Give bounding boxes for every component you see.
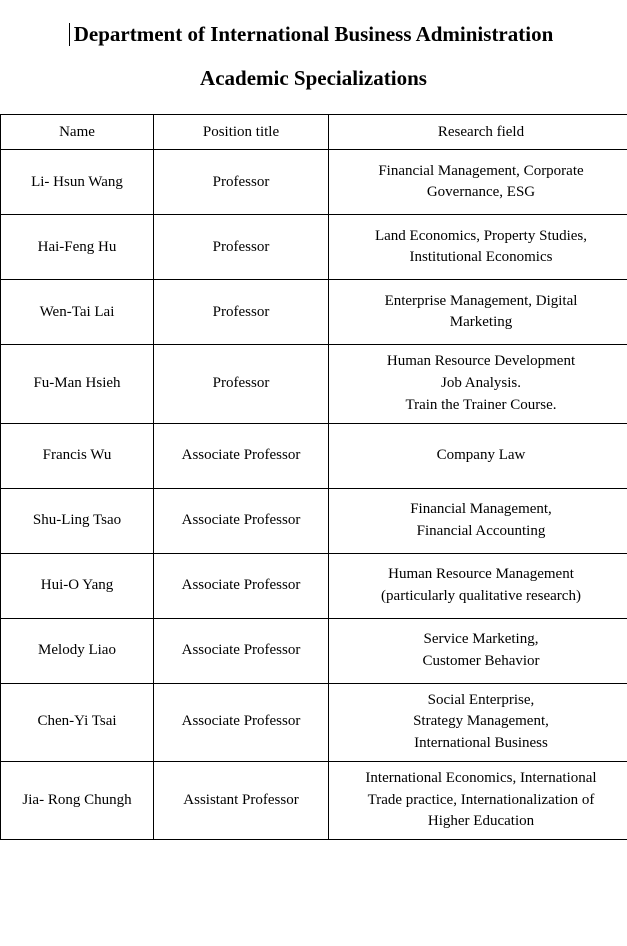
- faculty-table: [0, 114, 627, 840]
- cell-research-field: [329, 215, 627, 280]
- cell-name: Li- Hsun Wang: [1, 150, 154, 215]
- page-subtitle: Academic Specializations: [200, 66, 427, 91]
- cell-research-field: [329, 150, 627, 215]
- cell-research-field: [329, 618, 627, 683]
- page-title: [74, 22, 554, 47]
- field-line: Company Law: [436, 446, 526, 463]
- table-header-row: [1, 115, 627, 150]
- cell-research-field: [329, 683, 627, 761]
- text-caret: [69, 23, 70, 46]
- cell-position: Associate Professor: [154, 683, 329, 761]
- cell-research-field: [329, 423, 627, 488]
- cell-name: Wen-Tai Lai: [1, 280, 154, 345]
- table-body: [1, 150, 627, 840]
- field-line: (particularly qualitative research): [381, 587, 581, 604]
- field-line: Human Resource Development: [386, 353, 576, 370]
- table-row: [1, 423, 627, 488]
- field-line: Institutional Economics: [409, 249, 553, 266]
- column-header-name: Name: [1, 115, 154, 150]
- cell-name: Chen-Yi Tsai: [1, 683, 154, 761]
- field-line: International Business: [414, 735, 548, 752]
- field-line: Land Economics, Property Studies,: [374, 227, 588, 244]
- cell-research-field: [329, 345, 627, 423]
- field-line: Higher Education: [427, 813, 535, 830]
- field-line: Marketing: [449, 314, 513, 331]
- title-block: [0, 0, 627, 91]
- cell-position: Associate Professor: [154, 618, 329, 683]
- cell-position: Assistant Professor: [154, 761, 329, 839]
- field-line: Strategy Management,: [413, 713, 549, 730]
- field-line: Financial Management,: [410, 500, 552, 517]
- cell-position: Professor: [154, 345, 329, 423]
- cell-position: Professor: [154, 215, 329, 280]
- cell-name: Jia- Rong Chungh: [1, 761, 154, 839]
- field-line: Customer Behavior: [422, 652, 540, 669]
- cell-position: Professor: [154, 150, 329, 215]
- table-row: [1, 215, 627, 280]
- table-row: [1, 345, 627, 423]
- table-row: [1, 683, 627, 761]
- page-title-text: Department of International Business Administration: [73, 22, 554, 46]
- cell-research-field: [329, 761, 627, 839]
- cell-research-field: [329, 488, 627, 553]
- cell-position: Professor: [154, 280, 329, 345]
- cell-name: Fu-Man Hsieh: [1, 345, 154, 423]
- cell-name: Shu-Ling Tsao: [1, 488, 154, 553]
- field-line: Job Analysis.: [440, 375, 521, 392]
- table-row: [1, 618, 627, 683]
- cell-name: Hui-O Yang: [1, 553, 154, 618]
- cell-position: Associate Professor: [154, 488, 329, 553]
- field-line: Human Resource Management: [388, 565, 574, 582]
- table-header: [1, 115, 627, 150]
- column-header-research-field: Research field: [329, 115, 627, 150]
- column-header-position: Position title: [154, 115, 329, 150]
- cell-research-field: [329, 280, 627, 345]
- field-line: Trade practice, Internationalization of: [367, 791, 595, 808]
- cell-name: Hai-Feng Hu: [1, 215, 154, 280]
- cell-position: Associate Professor: [154, 553, 329, 618]
- field-line: Governance, ESG: [426, 184, 536, 201]
- field-line: Financial Management, Corporate: [378, 162, 584, 179]
- cell-research-field: [329, 553, 627, 618]
- field-line: Social Enterprise,: [427, 691, 535, 708]
- table-row: [1, 553, 627, 618]
- field-line: Train the Trainer Course.: [405, 396, 557, 413]
- field-line: Financial Accounting: [416, 522, 546, 539]
- cell-name: Melody Liao: [1, 618, 154, 683]
- table-row: [1, 761, 627, 839]
- cell-name: Francis Wu: [1, 423, 154, 488]
- field-line: Enterprise Management, Digital: [384, 292, 578, 309]
- table-row: [1, 150, 627, 215]
- table-row: [1, 280, 627, 345]
- table-row: [1, 488, 627, 553]
- field-line: International Economics, International: [365, 769, 597, 786]
- cell-position: Associate Professor: [154, 423, 329, 488]
- field-line: Service Marketing,: [423, 630, 539, 647]
